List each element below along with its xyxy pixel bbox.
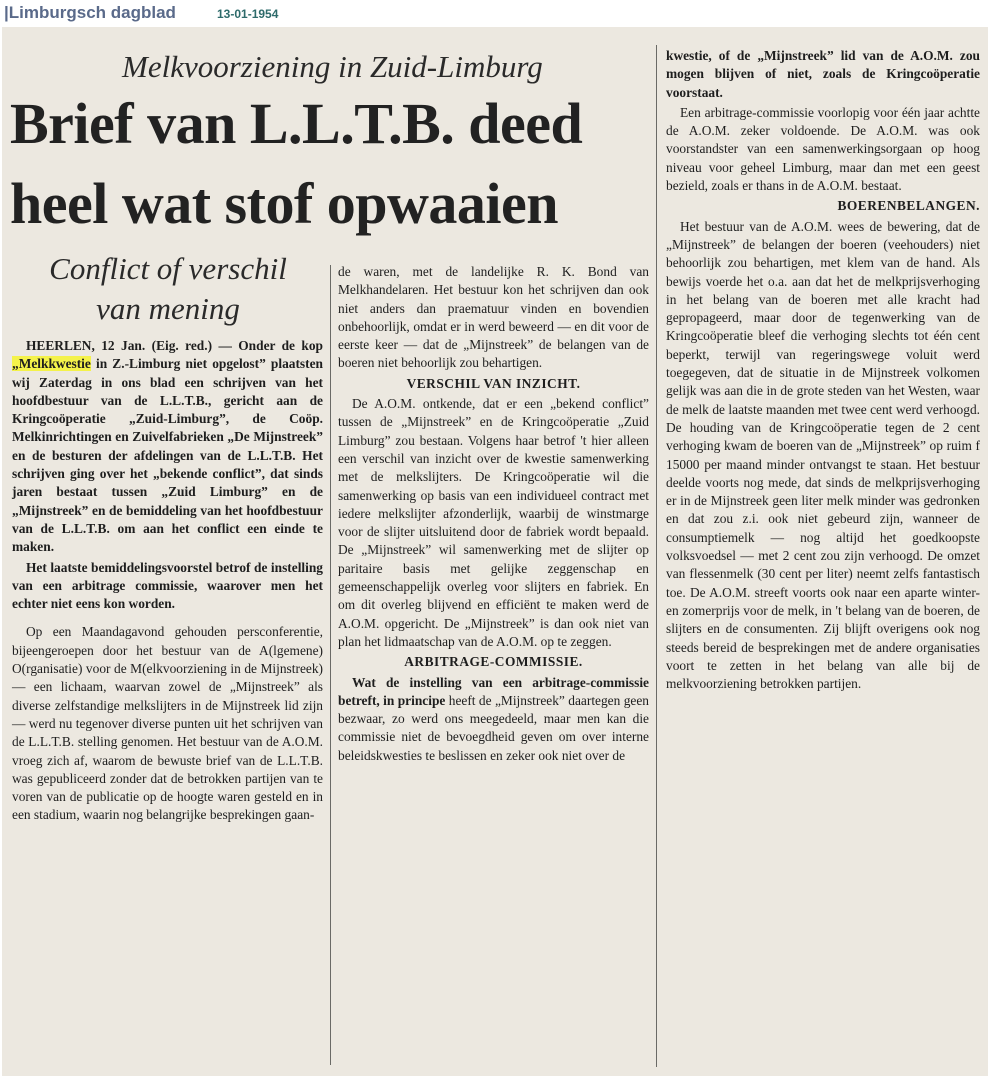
column-rule (330, 265, 331, 1065)
lead-text-b: in Z.-Limburg niet opgelost” plaatsten wij Zaterdag in ons blad een schrijven van het hoofdbestuur van de L.L.T.B., gericht aan de Kringcoöperatie „Zuid-Limburg”, de Coöp. Melkinrichtingen en Zuivelfabrieken „De Mijnstreek” en de besturen der afdelingen van de L.L.T.B. Het schrijven ging over het „bekende conflict”, dat sinds jaren bestaat tussen „Zuid Limburg” en de „Mijnstreek” en de bemiddeling van het hoofdbestuur van de L.L.T.B. om aan het conflict een einde te maken. (12, 356, 323, 555)
section-heading: BOERENBELANGEN. (837, 198, 980, 214)
paragraph: Het laatste bemiddelingsvoorstel betrof de instelling van een arbitrage commissie, waarover men het echter niet eens kon worden. (12, 559, 323, 612)
article-column-1 (12, 337, 323, 827)
source-header (0, 0, 990, 27)
paragraph: Het bestuur van de A.O.M. wees de bewering, dat de „Mijnstreek” de belangen der boeren (veehouders) niet behoorlijk zou behartigen, met klem van de hand. Als bewijs voerde het o.a. aan dat het de melkprijsverhoging in het belang van de boeren met alle kracht had gepropageerd, maar door de tegenwerking van de Kringcoöperatie bleef die verhoging slechts tot één cent beperkt, terwijl van regeringswege voluit werd toegegeven, dat de situatie in de Mijnstreek volkomen gelijk was aan die in de grote steden van het Westen, waar de melk de laatste maanden met twee cent werd verhoogd. De houding van de Kringcoöperatie tegen de 2 cent verhoging kwam de boeren van de „Mijnstreek” op ruim f 15000 per maand minder ontvangst te staan. Het bestuur deelde voorts nog mede, dat sinds de melkprijsverhoging er in de Mijnstreek geen liter melk minder was gedronken en dat zou z.i. ook niet gebeurd zijn, wanneer de consumptiemelk — nog altijd het goedkoopste volksvoedsel — met 2 cent zou zijn verhoogd. De omzet van flessenmelk (30 cent per liter) neemt zelfs fantastisch toe. De A.O.M. streeft voorts ook naar een aparte winter- en zomerprijs voor de melk, in 't belang van de boeren, de slijters en de consumenten. Zij blijft overigens ook nog steeds bereid de besprekingen met de andere organisaties voort te zetten in het belang van alle bij de melkvoorziening betrokken partijen. (666, 218, 980, 692)
subheadline-line-1: Conflict of verschil (49, 251, 287, 286)
section-heading: ARBITRAGE-COMMISSIE. (404, 654, 583, 670)
dateline: HEERLEN, 12 Jan. (Eig. red.) — (26, 338, 232, 353)
highlighted-term: „Melkkwestie (12, 356, 91, 372)
paragraph: Een arbitrage-commissie voorlopig voor één jaar achtte de A.O.M. zeker voldoende. De A.O.M. was ook voorstandster van een samenwerkingsorgaan op hoog niveau voor geheel Limburg, maar dan met een geest bezield, zoals er thans in de A.O.M. bestaat. (666, 104, 980, 194)
paragraph: Op een Maandagavond gehouden persconferentie, bijeengeroepen door het bestuur van de A(lgemene) O(rganisatie) voor de M(elkvoorziening in de Mijnstreek) — een lichaam, waarvan zowel de „Mijnstreek” als diverse zelfstandige melkslijters in de Mijnstreek lid zijn — werd nu tegenover diverse punten uit het schrijven van de L.L.T.B. stelling genomen. Het bestuur van de A.O.M. vroeg zich af, waarom de bewuste brief van de L.L.T.B. was gepubliceerd zonder dat de betrokken partijen van te voren van de publicatie op de hoogte waren gesteld en in een stadium, waarin nog belangrijke besprekingen gaan- (12, 624, 323, 823)
lead-paragraph (12, 337, 323, 557)
subheadline-line-2: van mening (96, 291, 240, 326)
article-column-2 (338, 263, 649, 767)
bold-lead: Wat de instelling van een arbitrage-commissie betreft, in principe (338, 674, 649, 708)
article-kicker: Melkvoorziening in Zuid-Limburg (122, 49, 543, 84)
publication-date: 13-01-1954 (217, 7, 279, 21)
paragraph: De A.O.M. ontkende, dat er een „bekend conflict” tussen de „Mijnstreek” en de Kringcoöperatie „Zuid Limburg” zou bestaan. Volgens haar betrof 't hier alleen een verschil van inzicht over de kwestie samenwerking met de melkslijters. De Kringcoöperatie wil die samenwerking op basis van een individueel contract met iedere melkslijter afzonderlijk, waarbij de winstmarge voor de slijter uitsluitend door de fabriek wordt bepaald. De „Mijnstreek” wil samenwerking met de slijter op paritaire basis met gelijke zeggenschap en gemeenschappelijk overleg voor slijters en fabriek. En om dit overleg blijvend en efficiënt te maken werd de A.O.M. opgericht. De „Mijnstreek” is dan ook niet van plan het lidmaatschap van de A.O.M. op te zeggen. (338, 396, 649, 649)
article-column-3 (666, 47, 980, 695)
paragraph: kwestie, of de „Mijnstreek” lid van de A.O.M. zou mogen blijven of niet, zoals de Kringcoöperatie voorstaat. (666, 48, 980, 100)
paragraph-text: heeft de „Mijnstreek” daartegen geen bezwaar, zo werd ons meegedeeld, maar men kan die commissie niet de bevoegdheid geven om over interne beleidskwesties te beslissen en zeker ook niet over de (338, 692, 649, 763)
paragraph (338, 674, 649, 765)
lead-text-a: Onder de kop (231, 338, 323, 353)
newspaper-name: |Limburgsch dagblad (4, 3, 176, 22)
newspaper-clipping (2, 27, 988, 1076)
section-heading: VERSCHIL VAN INZICHT. (406, 375, 581, 391)
headline-line-1: Brief van L.L.T.B. deed (10, 91, 583, 156)
headline-line-2: heel wat stof opwaaien (10, 171, 559, 236)
paragraph: de waren, met de landelijke R. K. Bond van Melkhandelaren. Het bestuur kon het schrijven dan ook niet anders dan praematuur vinden en bovendien onbehoorlijk, omdat er in werd beweerd — en dit voor de eerste keer — dat de „Mijnstreek” de belangen van de boeren niet behoorlijk zou behartigen. (338, 264, 649, 371)
subheadline (10, 249, 326, 329)
column-rule (656, 45, 657, 1067)
